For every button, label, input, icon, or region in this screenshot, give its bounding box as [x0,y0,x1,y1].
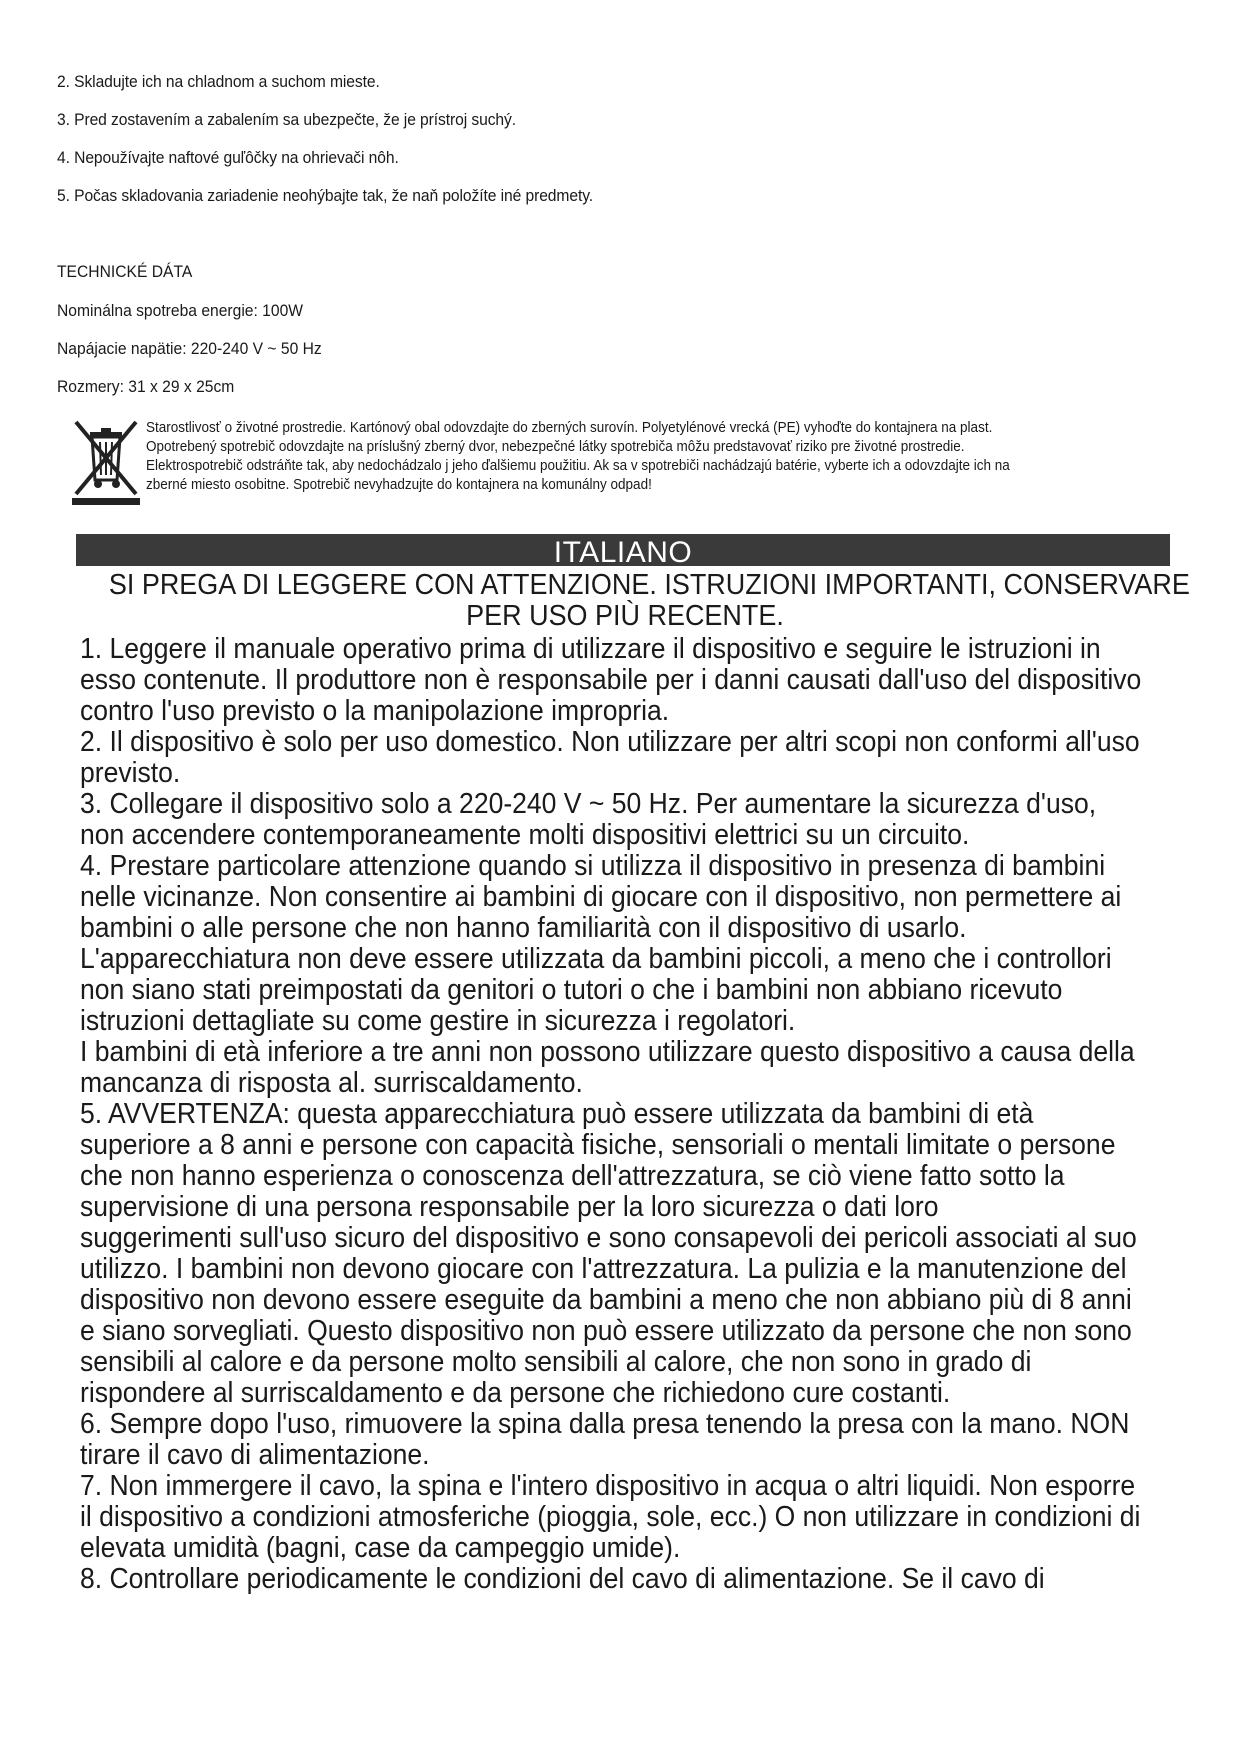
environment-text [146,418,1186,494]
safety-instructions [80,634,1190,1595]
safety-heading-line: SI PREGA DI LEGGERE CON ATTENZIONE. ISTRUZIONI IMPORTANTI, CONSERVARE [108,569,1190,601]
environment-notice [70,418,1180,508]
instruction-line: contro l'uso previsto o la manipolazione impropria. [80,695,670,727]
instruction-line: 8. Controllare periodicamente le condizioni del cavo di alimentazione. Se il cavo di [80,1563,1045,1595]
instruction-line: I bambini di età inferiore a tre anni non possono utilizzare questo dispositivo a causa della [80,1036,1135,1068]
technical-data [57,262,1177,415]
instruction-line: e siano sorvegliati. Questo dispositivo non può essere utilizzato da persone che non sono [80,1315,1132,1347]
language-section-header [76,534,1170,566]
instruction-line: non accendere contemporaneamente molti dispositivi elettrici su un circuito. [80,819,970,851]
instruction-line: tirare il cavo di alimentazione. [80,1439,430,1471]
instruction-line: 3. Collegare il dispositivo solo a 220-240 V ~ 50 Hz. Per aumentare la sicurezza d'uso, [80,788,1097,820]
technical-data-line: Napájacie napätie: 220-240 V ~ 50 Hz [57,339,322,358]
slovak-storage-list [57,72,1177,224]
instruction-line: 4. Prestare particolare attenzione quando si utilizza il dispositivo in presenza di bambini [80,850,1106,882]
environment-line: Elektrospotrebič odstráňte tak, aby nedochádzalo j jeho ďalšiemu použitiu. Ak sa v spotrebiči nachádzajú batérie, vyberte ich a odovzdajte ich na [146,457,1010,474]
environment-line: Opotrebený spotrebič odovzdajte na príslušný zberný dvor, nebezpečné látky spotrebiča môžu predstavovať riziko pre životné prostredie. [146,438,965,455]
instruction-line: non siano stati preimpostati da genitori o tutori o che i bambini non abbiano ricevuto [80,974,1063,1006]
instruction-line: rispondere al surriscaldamento e da persone che richiedono cure costanti. [80,1377,951,1409]
crossed-out-wheelie-bin-icon [70,418,142,508]
instruction-line: 7. Non immergere il cavo, la spina e l'intero dispositivo in acqua o altri liquidi. Non esporre [80,1470,1136,1502]
instruction-line: elevata umidità (bagni, case da campeggio umide). [80,1532,681,1564]
instruction-line: dispositivo non devono essere eseguite da bambini a meno che non abbiano più di 8 anni [80,1284,1132,1316]
instruction-line: 5. AVVERTENZA: questa apparecchiatura può essere utilizzata da bambini di età [80,1098,1034,1130]
instruction-line: 6. Sempre dopo l'uso, rimuovere la spina dalla presa tenendo la presa con la mano. NON [80,1408,1130,1440]
instruction-line: che non hanno esperienza o conoscenza dell'attrezzatura, se ciò viene fatto sotto la [80,1160,1065,1192]
environment-line: Starostlivosť o životné prostredie. Kartónový obal odovzdajte do zberných surovín. Polyetylénové vrecká (PE) vyhoďte do kontajnera na plast. [146,419,993,436]
instruction-line: previsto. [80,757,181,789]
instruction-line: mancanza di risposta al. surriscaldamento. [80,1067,583,1099]
instruction-line: sensibili al calore e da persone molto sensibili al calore, che non sono in grado di [80,1346,1032,1378]
instruction-line: bambini o alle persone che non hanno familiarità con il dispositivo di usarlo. [80,912,967,944]
list-item: 2. Skladujte ich na chladnom a suchom mieste. [57,72,380,91]
technical-data-line: Nominálna spotreba energie: 100W [57,301,304,320]
list-item: 5. Počas skladovania zariadenie neohýbajte tak, že naň položíte iné predmety. [57,186,594,205]
instruction-line: istruzioni dettagliate su come gestire in sicurezza i regolatori. [80,1005,796,1037]
list-item: 3. Pred zostavením a zabalením sa ubezpečte, že je prístroj suchý. [57,110,517,129]
list-item: 4. Nepoužívajte naftové guľôčky na ohrievači nôh. [57,148,399,167]
instruction-line: 1. Leggere il manuale operativo prima di utilizzare il dispositivo e seguire le istruzioni in [80,633,1101,665]
safety-heading-line: PER USO PIÙ RECENTE. [466,600,784,632]
instruction-line: L'apparecchiatura non deve essere utilizzata da bambini piccoli, a meno che i controllori [80,943,1112,975]
technical-data-line: Rozmery: 31 x 29 x 25cm [57,377,235,396]
technical-data-title: TECHNICKÉ DÁTA [57,262,193,281]
instruction-line: suggerimenti sull'uso sicuro del dispositivo e sono consapevoli dei pericoli associati al suo [80,1222,1137,1254]
environment-line: zberné miesto osobitne. Spotrebič nevyhadzujte do kontajnera na komunálny odpad! [146,476,652,493]
instruction-line: supervisione di una persona responsabile per la loro sicurezza o dati loro [80,1191,939,1223]
instruction-line: esso contenute. Il produttore non è responsabile per i danni causati dall'uso del dispositivo [80,664,1142,696]
language-label: ITALIANO [553,536,693,566]
instruction-line: il dispositivo a condizioni atmosferiche (pioggia, sole, ecc.) O non utilizzare in condizioni di [80,1501,1141,1533]
instruction-line: utilizzo. I bambini non devono giocare con l'attrezzatura. La pulizia e la manutenzione del [80,1253,1127,1285]
instruction-line: nelle vicinanze. Non consentire ai bambini di giocare con il dispositivo, non permettere ai [80,881,1122,913]
instruction-line: superiore a 8 anni e persone con capacità fisiche, sensoriali o mentali limitate o persone [80,1129,1116,1161]
instruction-line: 2. Il dispositivo è solo per uso domestico. Non utilizzare per altri scopi non conformi all'uso [80,726,1140,758]
safety-heading [70,569,1190,632]
